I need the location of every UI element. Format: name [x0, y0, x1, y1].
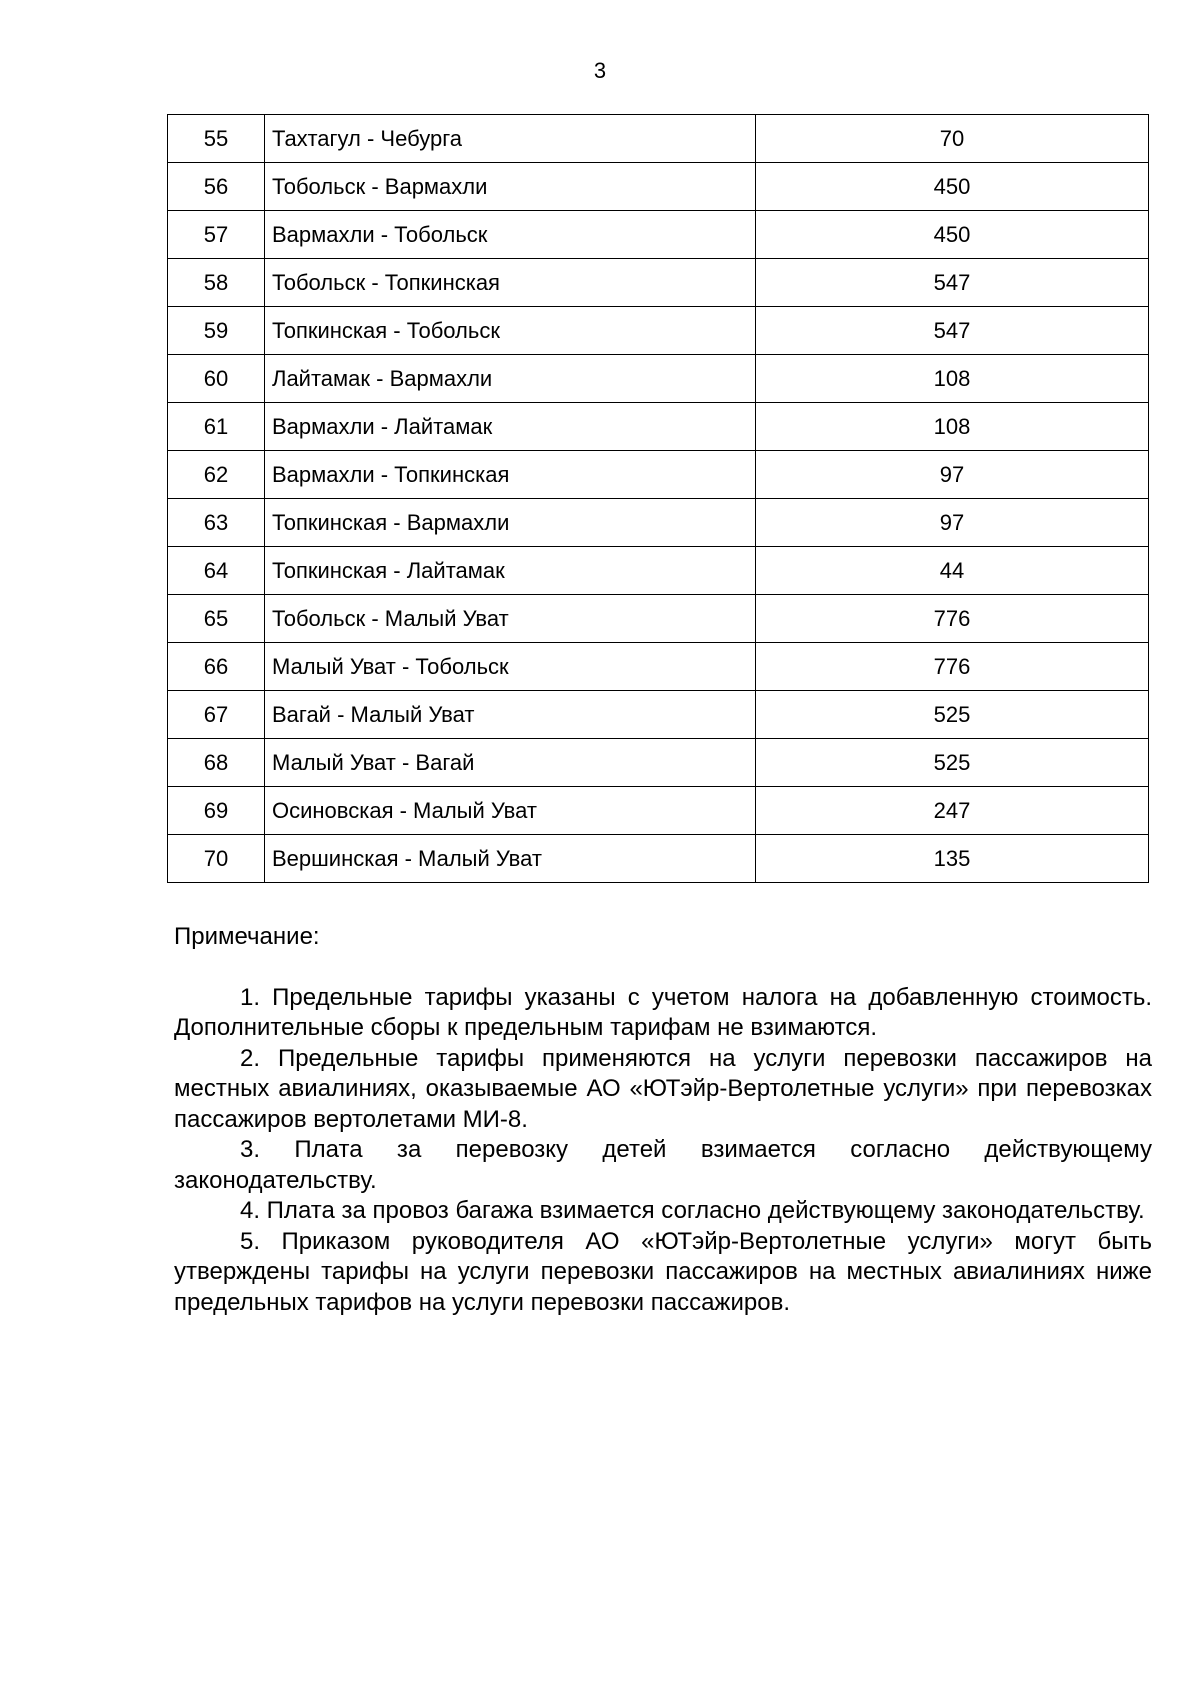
- row-number: 64: [168, 547, 265, 595]
- table-row: [168, 835, 1149, 883]
- route-name: Тобольск - Малый Уват: [265, 595, 756, 643]
- row-number: 68: [168, 739, 265, 787]
- table-row: [168, 307, 1149, 355]
- note-item: 3. Плата за перевозку детей взимается согласно действующему законодательству.: [174, 1136, 1152, 1194]
- tariff-value: 525: [756, 739, 1149, 787]
- row-number: 55: [168, 115, 265, 163]
- table-row: [168, 115, 1149, 163]
- route-name: Топкинская - Вармахли: [265, 499, 756, 547]
- tariff-value: 776: [756, 595, 1149, 643]
- note-item: 5. Приказом руководителя АО «ЮТэйр-Вертолетные услуги» могут быть утверждены тарифы на услуги перевозки пассажиров на местных авиалиниях ниже предельных тарифов на услуги перевозки пассажиров.: [174, 1227, 1152, 1316]
- route-name: Тахтагул - Чебурга: [265, 115, 756, 163]
- table-row: [168, 499, 1149, 547]
- row-number: 66: [168, 643, 265, 691]
- route-name: Вармахли - Топкинская: [265, 451, 756, 499]
- row-number: 58: [168, 259, 265, 307]
- tariff-table-body: [168, 115, 1149, 883]
- tariff-value: 44: [756, 547, 1149, 595]
- route-name: Вагай - Малый Уват: [265, 691, 756, 739]
- row-number: 65: [168, 595, 265, 643]
- row-number: 67: [168, 691, 265, 739]
- table-row: [168, 643, 1149, 691]
- tariff-value: 135: [756, 835, 1149, 883]
- notes-section: [174, 922, 1152, 1318]
- route-name: Тобольск - Топкинская: [265, 259, 756, 307]
- note-item: 2. Предельные тарифы применяются на услуги перевозки пассажиров на местных авиалиниях, оказываемые АО «ЮТэйр-Вертолетные услуги» при перевозках пассажиров вертолетами МИ-8.: [174, 1044, 1152, 1133]
- row-number: 56: [168, 163, 265, 211]
- table-row: [168, 451, 1149, 499]
- tariff-value: 525: [756, 691, 1149, 739]
- tariff-value: 547: [756, 259, 1149, 307]
- table-row: [168, 691, 1149, 739]
- tariff-value: 776: [756, 643, 1149, 691]
- row-number: 63: [168, 499, 265, 547]
- row-number: 62: [168, 451, 265, 499]
- route-name: Малый Уват - Тобольск: [265, 643, 756, 691]
- table-row: [168, 211, 1149, 259]
- table-row: [168, 403, 1149, 451]
- tariff-value: 547: [756, 307, 1149, 355]
- table-row: [168, 163, 1149, 211]
- row-number: 60: [168, 355, 265, 403]
- tariff-value: 97: [756, 499, 1149, 547]
- table-row: [168, 259, 1149, 307]
- tariff-value: 97: [756, 451, 1149, 499]
- tariff-value: 70: [756, 115, 1149, 163]
- route-name: Вершинская - Малый Уват: [265, 835, 756, 883]
- route-name: Лайтамак - Вармахли: [265, 355, 756, 403]
- route-name: Вармахли - Тобольск: [265, 211, 756, 259]
- row-number: 61: [168, 403, 265, 451]
- route-name: Тобольск - Вармахли: [265, 163, 756, 211]
- table-row: [168, 547, 1149, 595]
- row-number: 57: [168, 211, 265, 259]
- table-row: [168, 355, 1149, 403]
- row-number: 69: [168, 787, 265, 835]
- route-name: Топкинская - Тобольск: [265, 307, 756, 355]
- route-name: Малый Уват - Вагай: [265, 739, 756, 787]
- tariff-value: 450: [756, 163, 1149, 211]
- note-item: 1. Предельные тарифы указаны с учетом налога на добавленную стоимость. Дополнительные сборы к предельным тарифам не взимаются.: [174, 983, 1152, 1041]
- tariff-value: 450: [756, 211, 1149, 259]
- table-row: [168, 787, 1149, 835]
- page-number: 3: [593, 58, 607, 83]
- table-row: [168, 595, 1149, 643]
- row-number: 70: [168, 835, 265, 883]
- tariff-value: 108: [756, 403, 1149, 451]
- route-name: Вармахли - Лайтамак: [265, 403, 756, 451]
- tariff-value: 108: [756, 355, 1149, 403]
- row-number: 59: [168, 307, 265, 355]
- route-name: Осиновская - Малый Уват: [265, 787, 756, 835]
- tariff-table: [167, 114, 1149, 883]
- notes-heading: Примечание:: [174, 923, 320, 950]
- route-name: Топкинская - Лайтамак: [265, 547, 756, 595]
- table-row: [168, 739, 1149, 787]
- note-item: 4. Плата за провоз багажа взимается согласно действующему законодательству.: [240, 1197, 1145, 1224]
- tariff-value: 247: [756, 787, 1149, 835]
